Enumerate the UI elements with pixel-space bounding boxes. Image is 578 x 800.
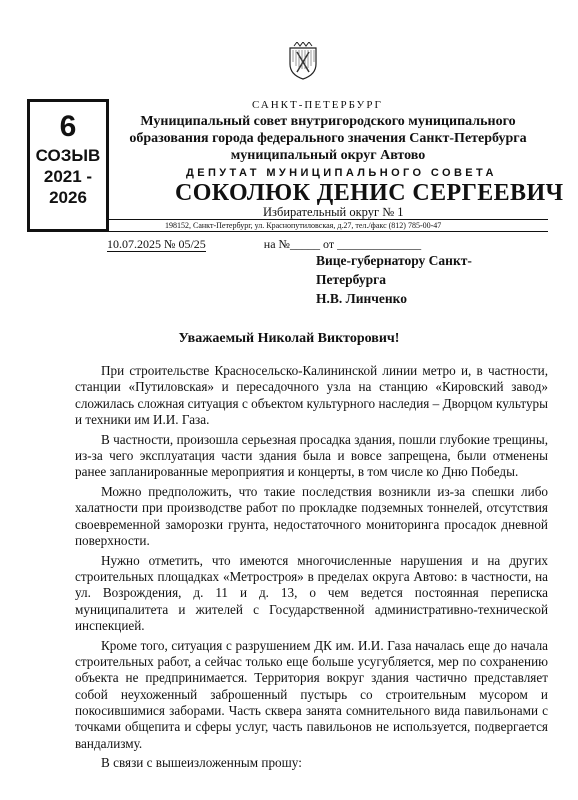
header-divider-top — [108, 219, 548, 220]
registration-date-number: 10.07.2025 № 05/25 — [107, 237, 206, 251]
letter-body — [75, 363, 548, 775]
reply-reference: на №_____ от ______________ — [263, 237, 422, 251]
deputy-title: ДЕПУТАТ МУНИЦИПАЛЬНОГО СОВЕТА — [186, 167, 497, 179]
convocation-badge — [27, 99, 109, 232]
convocation-label: СОЗЫВ — [35, 146, 101, 165]
addressee-line-3: Н.В. Линченко — [316, 291, 407, 306]
deputy-name: СОКОЛЮК ДЕНИС СЕРГЕЕВИЧ — [175, 180, 564, 206]
council-name: Муниципальный совет внутригородского муниципального образования города федерального значения Санкт-Петербурга муниципальный округ Автово — [129, 114, 527, 163]
addressee-line-1: Вице-губернатору Санкт- — [316, 253, 472, 268]
paragraph: В связи с вышеизложенным прошу: — [101, 755, 302, 771]
convocation-years-start: 2021 - — [43, 167, 93, 186]
addressee-line-2: Петербурга — [316, 272, 386, 287]
addressee-block — [316, 251, 516, 308]
convocation-number: 6 — [59, 110, 77, 143]
header-divider-bottom — [108, 231, 548, 232]
paragraph: Кроме того, ситуация с разрушением ДК им. И.И. Газа началась еще до начала строительных работ, а сейчас только еще больше усугубляется, мер по сохранению объекта не предпринимается. Территория вокруг здания частично представляет собой неухоженный заброшенный пустырь со строительным мусором и покосившимися заборами. Часть сквера занята сомнительного вида павильонами с точками общепита и сферы услуг, часть павильонов не используется, подвергается вандализму. — [75, 637, 548, 751]
electoral-district: Избирательный округ № 1 — [263, 205, 404, 219]
convocation-years-end: 2026 — [49, 188, 87, 207]
paragraph: В частности, произошла серьезная просадка здания, пошли глубокие трещины, из-за чего эксплуатация части здания была и вовсе запрещена, были отменены ранее запланированные мероприятия и концерты, в том числе ко Дню Победы. — [75, 431, 548, 480]
contact-address: 198152, Санкт-Петербург, ул. Краснопутиловская, д.27, тел./факс (812) 785-00-47 — [165, 221, 442, 230]
registration-line — [107, 237, 421, 252]
paragraph: Можно предположить, что такие последствия возникли из-за спешки либо халатности при производстве работ по прокладке подземных тоннелей, отсутствия своевременной заморозки грунта, недостаточного мониторинга просадок дневной поверхности. — [75, 484, 548, 548]
paragraph: Нужно отметить, что имеются многочисленные нарушения и на других строительных площадках «Метростроя» в пределах округа Автово: в частности, на ул. Возрождения, д. 11 и д. 13, о чем ведется постоянная переписка муниципалитета и жителей с Государственной административно-технической инспекцией. — [75, 552, 548, 633]
coat-of-arms-icon — [288, 42, 318, 80]
greeting: Уважаемый Николай Викторович! — [178, 331, 400, 346]
paragraph: При строительстве Красносельско-Калининской линии метро и, в частности, станции «Путиловская» и пересадочного узла на станцию «Кировский завод» сложилась сложная ситуация с объектом культурного наследия – Дворцом культуры и техники им И.И. Газа. — [75, 363, 548, 427]
city-name: САНКТ-ПЕТЕРБУРГ — [252, 99, 383, 111]
